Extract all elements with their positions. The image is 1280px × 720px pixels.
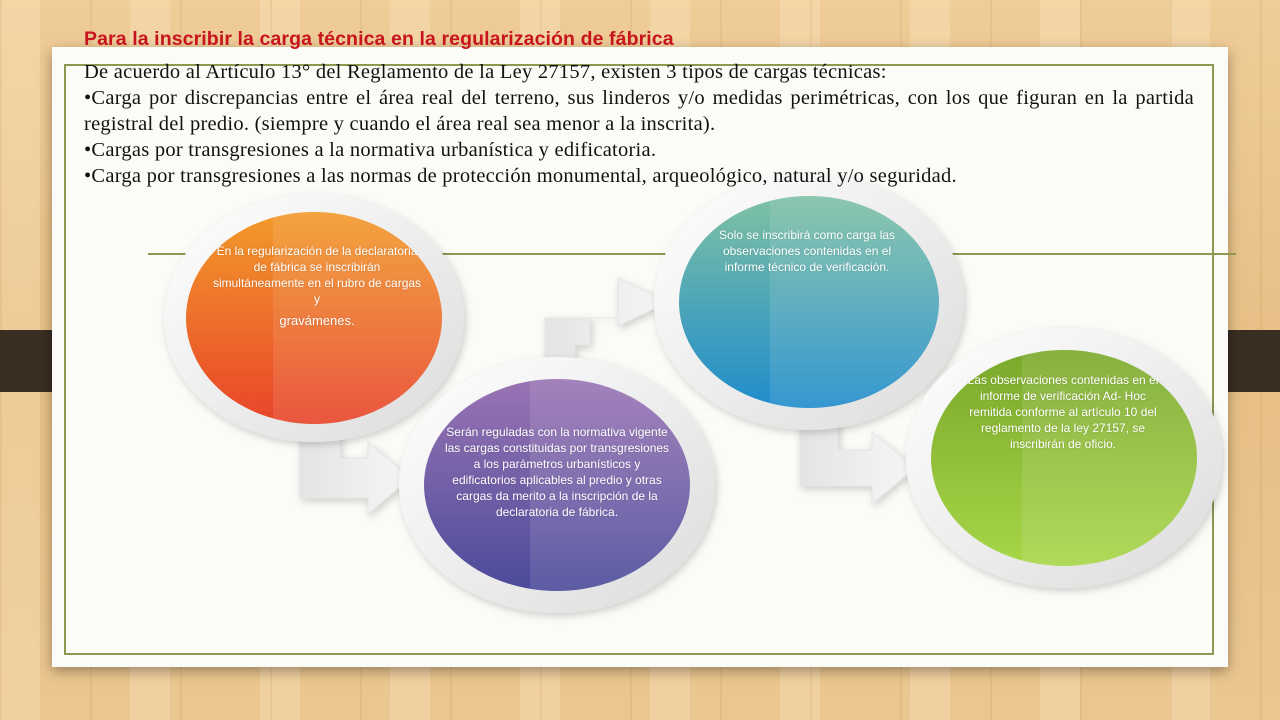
circle-3-text: Solo se inscribirá como carga las observaciones contenidas en el informe técnico de verificación. bbox=[718, 228, 896, 274]
circle-2-text: Serán reguladas con la normativa vigente las cargas constituidas por transgresiones a los parámetros urbanísticos y edificatorios aplicables al predio y otras cargas da merito a la inscripción de la declaratoria de fábrica. bbox=[444, 425, 670, 519]
bullet-3: •Carga por transgresiones a las normas de protección monumental, arqueológico, natural y/o seguridad. bbox=[84, 165, 957, 187]
page-title: Para la inscribir la carga técnica en la regularización de fábrica bbox=[84, 28, 674, 50]
arrow-1 bbox=[300, 430, 410, 514]
intro-text: De acuerdo al Artículo 13° del Reglamento de la Ley 27157, existen 3 tipos de cargas técnicas: bbox=[84, 61, 887, 83]
circle-4 bbox=[906, 328, 1222, 588]
circle-1-body: En la regularización de la declaratoria de fábrica se inscribirán simultáneamente en el rubro de cargas y bbox=[212, 244, 422, 306]
circle-1-end: gravámenes. bbox=[279, 313, 355, 328]
circle-4-text: Las observaciones contenidas en el informe de verificación Ad- Hoc remitida conforme al artículo 10 del reglamento de la ley 27157, se inscribirán de oficio. bbox=[967, 373, 1159, 451]
circle-3 bbox=[654, 174, 964, 430]
body-text bbox=[84, 59, 1194, 189]
bullet-1: •Carga por discrepancias entre el área real del terreno, sus linderos y/o medidas perimétricas, con los que figuran en la partida registral del predio. (siempre y cuando el área real sea menor a la inscrita). bbox=[84, 87, 1194, 135]
circle-1-text bbox=[212, 243, 422, 329]
bullet-2: •Cargas por transgresiones a la normativa urbanística y edificatoria. bbox=[84, 139, 657, 161]
